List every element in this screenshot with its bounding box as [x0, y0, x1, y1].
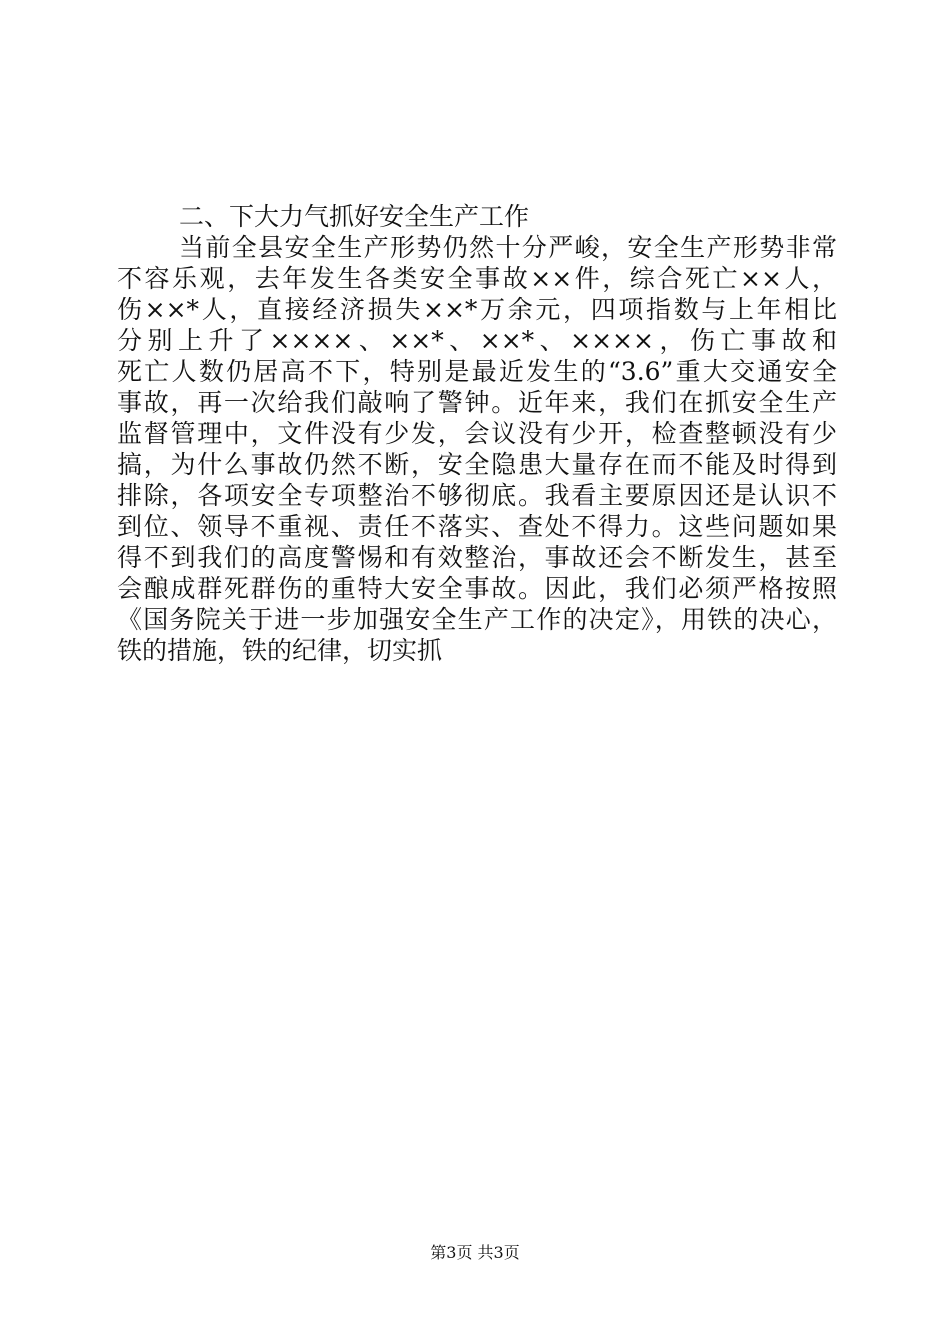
- paragraph-line-4: 分别上升了××××、××*、××*、××××，伤亡事故和: [117, 326, 837, 355]
- paragraph-line-9: 排除，各项安全专项整治不够彻底。我看主要原因还是认识不: [117, 481, 837, 510]
- paragraph-line-13: 《国务院关于进一步加强安全生产工作的决定》，用铁的决心，: [117, 605, 837, 634]
- paragraph-line-8: 搞，为什么事故仍然不断，安全隐患大量存在而不能及时得到: [117, 450, 837, 479]
- paragraph-line-3: 伤××*人，直接经济损失××*万余元，四项指数与上年相比: [117, 295, 837, 324]
- section-heading: 二、下大力气抓好安全生产工作: [179, 202, 530, 231]
- paragraph-line-11: 得不到我们的高度警惕和有效整治，事故还会不断发生，甚至: [117, 543, 837, 572]
- paragraph-line-1: 当前全县安全生产形势仍然十分严峻，安全生产形势非常: [179, 233, 837, 262]
- paragraph-line-14: 铁的措施，铁的纪律，切实抓: [117, 636, 443, 665]
- paragraph-line-5: 死亡人数仍居高不下，特别是最近发生的“3.6”重大交通安全: [117, 357, 837, 386]
- paragraph-line-6: 事故，再一次给我们敲响了警钟。近年来，我们在抓安全生产: [117, 388, 837, 417]
- paragraph-line-10: 到位、领导不重视、责任不落实、查处不得力。这些问题如果: [117, 512, 837, 541]
- paragraph-line-2: 不容乐观，去年发生各类安全事故××件，综合死亡××人，: [117, 264, 837, 293]
- paragraph-line-12: 会酿成群死群伤的重特大安全事故。因此，我们必须严格按照: [117, 574, 837, 603]
- paragraph-line-7: 监督管理中，文件没有少发，会议没有少开，检查整顿没有少: [117, 419, 837, 448]
- document-body: [117, 201, 837, 666]
- page-number: 第3页 共3页: [430, 1243, 520, 1262]
